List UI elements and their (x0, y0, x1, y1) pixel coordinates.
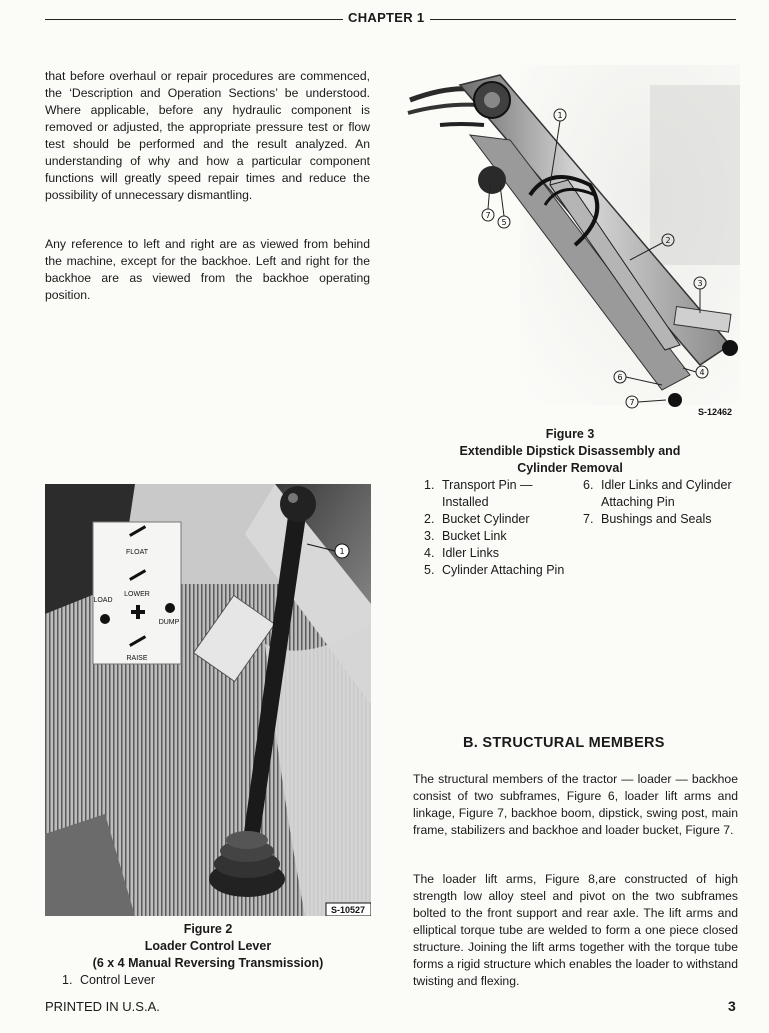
printed-in-usa: PRINTED IN U.S.A. (45, 999, 160, 1014)
figure3-legend-right (583, 477, 733, 528)
fig3-photo-code: S-12462 (698, 407, 733, 417)
structural-members-paragraph: The structural members of the tractor — loader — backhoe consist of two subframes, Figure 6, loader lift arms and linkage, Figure 7, backhoe boom, dipstick, swing post, main frame, stabilizers and backhoe and loader bucket, Figure 7. (413, 772, 738, 837)
decal-dump-icon (165, 603, 175, 613)
figure3-caption-line2: Cylinder Removal (517, 461, 623, 475)
section-b-heading: B. STRUCTURAL MEMBERS (463, 735, 665, 751)
decal-float-label: FLOAT (125, 549, 149, 556)
figure2-caption (45, 921, 371, 972)
figure3-caption-line1: Extendible Dipstick Disassembly and (459, 444, 681, 458)
fig3-callout-2: 2 (665, 236, 671, 245)
decal-dump-label: DUMP (158, 619, 180, 626)
decal-raise-label: RAISE (126, 655, 148, 662)
figure2-caption-line1: Loader Control Lever (144, 939, 272, 953)
decal-load-label: LOAD (93, 597, 113, 604)
left-right-paragraph: Any reference to left and right are as viewed from behind the machine, except for the backhoe. Left and right for the backhoe are as viewed from the backhoe operating position. (45, 237, 370, 302)
list-item: 1. Transport Pin — Installed (424, 478, 533, 509)
figure3-legend-left (424, 477, 574, 579)
figure3-title: Figure 3 (545, 427, 595, 441)
decal-load-icon (100, 614, 110, 624)
fig3-callout-1: 1 (557, 111, 563, 120)
list-item: 2. Bucket Cylinder (424, 512, 530, 526)
list-item: 6. Idler Links and Cylinder Attaching Pin (583, 478, 732, 509)
page-number: 3 (728, 998, 736, 1014)
figure2-legend (62, 972, 262, 989)
figure3-photo-art (400, 45, 740, 420)
figure2-caption-line2: (6 x 4 Manual Reversing Transmission) (92, 956, 324, 970)
chapter-title: CHAPTER 1 (348, 10, 425, 25)
figure2-title: Figure 2 (183, 922, 233, 936)
figure2-photo-art (45, 484, 371, 916)
fig3-callout-7: 7 (629, 398, 635, 407)
fig2-callout-1: 1 (339, 547, 345, 556)
list-item: 5. Cylinder Attaching Pin (424, 563, 565, 577)
figure2-photo (45, 484, 371, 916)
list-item: 7. Bushings and Seals (583, 512, 712, 526)
list-item: 4. Idler Links (424, 546, 499, 560)
list-item: 1. Control Lever (62, 973, 156, 987)
fig3-callout-4: 4 (699, 368, 705, 377)
list-item: 3. Bucket Link (424, 529, 507, 543)
fig3-callout-7-top: 7 (485, 211, 491, 220)
fig3-callout-3: 3 (697, 279, 703, 288)
header-rule-right (430, 19, 736, 20)
fig3-callout-5: 5 (501, 218, 507, 227)
header-rule-left (45, 19, 343, 20)
fig3-callout-6: 6 (617, 373, 623, 382)
lift-arms-paragraph: The loader lift arms, Figure 8,are constructed of high strength low alloy steel and pivot on the two subframes bolted to the front support and rear axle. The lift arms and elliptical torque tube are welded to form a one piece closed structure. Joining the lift arms together with the torque tube forms a rigid structure which enables the loader to withstand twisting and flexing. (413, 872, 738, 988)
figure3-caption (400, 426, 740, 477)
intro-paragraph: that before overhaul or repair procedures are commenced, the ‘Description and Operation Sections’ be understood. Where applicable, before any hydraulic component is removed or adjusted, the appropriate pressure test or flow test should be performed and the result analyzed. An understanding of why and how a particular component functions will greatly speed repair times and reduce the possibility of unnecessary dismantling. (45, 69, 370, 202)
fig2-photo-code: S-10527 (330, 905, 366, 915)
decal-lower-label: LOWER (124, 591, 150, 598)
figure3-photo (400, 45, 740, 420)
